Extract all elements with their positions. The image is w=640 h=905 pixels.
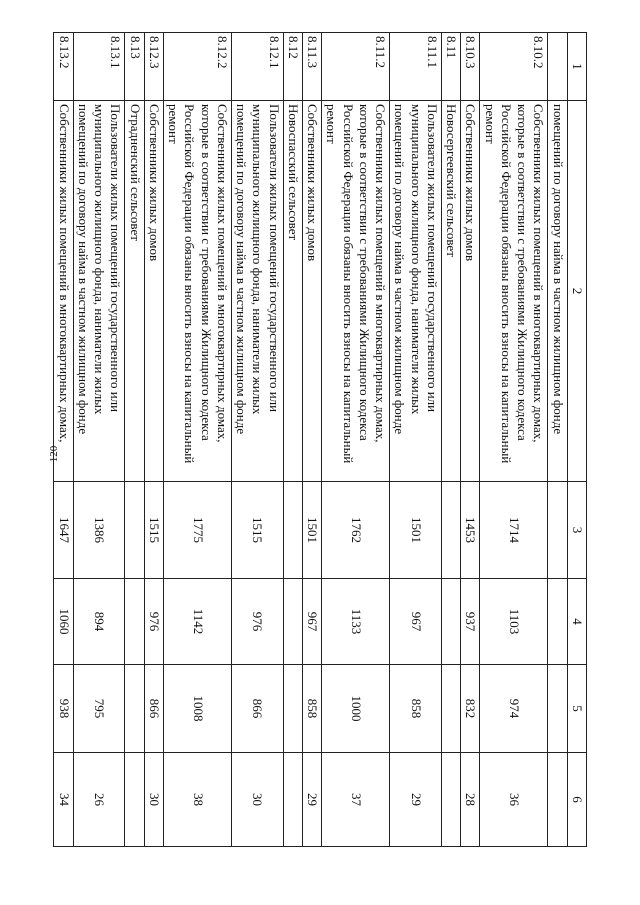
header-col-3: 3 — [567, 482, 586, 579]
row-value-col4 — [442, 579, 461, 665]
row-description: помещений по договору найма в частном жилищном фонде — [548, 101, 567, 482]
row-code: 8.10.2 — [480, 33, 548, 101]
row-code: 8.13.2 — [54, 33, 73, 101]
row-value-col3 — [548, 482, 567, 579]
row-value-col3: 1515 — [232, 482, 284, 579]
row-value-col3: 1714 — [480, 482, 548, 579]
row-value-col6: 26 — [73, 753, 125, 847]
row-value-col4: 1133 — [322, 579, 390, 665]
row-value-col6: 28 — [461, 753, 480, 847]
row-value-col5 — [442, 665, 461, 753]
tariff-table — [54, 32, 588, 847]
row-value-col5: 866 — [144, 665, 163, 753]
table-row — [303, 33, 322, 847]
row-description: Собственники жилых помещений в многоквартирных домах, которые в соответствии с требованиями Жилищного кодекса Российской Федерации обязаны вносить взносы на капитальный ремонт — [322, 101, 390, 482]
row-code: 8.13.1 — [73, 33, 125, 101]
table-row — [322, 33, 390, 847]
row-code: 8.11 — [442, 33, 461, 101]
row-value-col4 — [548, 579, 567, 665]
row-code: 8.11.2 — [322, 33, 390, 101]
row-code — [548, 33, 567, 101]
row-value-col6: 36 — [480, 753, 548, 847]
table-row — [390, 33, 442, 847]
header-col-1: 1 — [567, 33, 586, 101]
row-description: Отрадненский сельсовет — [125, 101, 144, 482]
table-row — [164, 33, 232, 847]
row-value-col5: 858 — [390, 665, 442, 753]
row-code: 8.11.1 — [390, 33, 442, 101]
row-value-col3 — [125, 482, 144, 579]
row-value-col3: 1762 — [322, 482, 390, 579]
row-value-col3: 1453 — [461, 482, 480, 579]
row-description: Собственники жилых домов — [303, 101, 322, 482]
row-description: Собственники жилых помещений в многоквартирных домах, которые в соответствии с требованиями Жилищного кодекса Российской Федерации обязаны вносить взносы на капитальный ремонт — [164, 101, 232, 482]
table-row — [125, 33, 144, 847]
row-value-col5 — [125, 665, 144, 753]
row-value-col5: 1008 — [164, 665, 232, 753]
row-value-col5: 858 — [303, 665, 322, 753]
row-value-col5: 795 — [73, 665, 125, 753]
row-description: Пользователи жилых помещений государственного или муниципального жилищного фонда, наниматели жилых помещений по договору найма в частном жилищном фонде — [390, 101, 442, 482]
row-value-col4: 937 — [461, 579, 480, 665]
row-value-col5: 1000 — [322, 665, 390, 753]
row-value-col4 — [283, 579, 302, 665]
row-value-col6: 38 — [164, 753, 232, 847]
row-code: 8.12.3 — [144, 33, 163, 101]
header-col-5: 5 — [567, 665, 586, 753]
row-value-col3: 1386 — [73, 482, 125, 579]
row-value-col3: 1775 — [164, 482, 232, 579]
header-row — [567, 33, 586, 847]
row-value-col5: 866 — [232, 665, 284, 753]
row-value-col5: 938 — [54, 665, 73, 753]
row-value-col5 — [548, 665, 567, 753]
row-value-col6 — [548, 753, 567, 847]
table-row — [73, 33, 125, 847]
table-row — [144, 33, 163, 847]
row-code: 8.12 — [283, 33, 302, 101]
row-value-col5 — [283, 665, 302, 753]
row-value-col4: 967 — [390, 579, 442, 665]
row-value-col6 — [283, 753, 302, 847]
row-value-col3: 1501 — [303, 482, 322, 579]
row-description: Пользователи жилых помещений государственного или муниципального жилищного фонда, наниматели жилых помещений по договору найма в частном жилищном фонде — [232, 101, 284, 482]
row-code: 8.12.1 — [232, 33, 284, 101]
row-value-col3 — [442, 482, 461, 579]
row-description: Новоспасский сельсовет — [283, 101, 302, 482]
row-value-col6: 30 — [232, 753, 284, 847]
row-code: 8.12.2 — [164, 33, 232, 101]
row-description: Собственники жилых помещений в многоквартирных домах, которые в соответствии с требованиями Жилищного кодекса Российской Федерации обязаны вносить взносы на капитальный ремонт — [480, 101, 548, 482]
row-code: 8.13 — [125, 33, 144, 101]
row-value-col4: 1103 — [480, 579, 548, 665]
row-value-col4: 1142 — [164, 579, 232, 665]
row-value-col4: 1060 — [54, 579, 73, 665]
table-row — [232, 33, 284, 847]
row-value-col6 — [442, 753, 461, 847]
row-value-col3: 1501 — [390, 482, 442, 579]
row-value-col6: 29 — [390, 753, 442, 847]
row-value-col6: 37 — [322, 753, 390, 847]
row-description: Собственники жилых помещений в многоквартирных домах, — [54, 101, 73, 482]
row-value-col5: 832 — [461, 665, 480, 753]
header-col-2: 2 — [567, 101, 586, 482]
row-value-col3 — [283, 482, 302, 579]
row-value-col3: 1515 — [144, 482, 163, 579]
row-value-col6: 29 — [303, 753, 322, 847]
row-code: 8.10.3 — [461, 33, 480, 101]
row-value-col4: 976 — [232, 579, 284, 665]
row-value-col6: 34 — [54, 753, 73, 847]
header-col-6: 6 — [567, 753, 586, 847]
table-row — [283, 33, 302, 847]
table-row — [548, 33, 567, 847]
table-row — [480, 33, 548, 847]
page-number: 120 — [48, 445, 60, 463]
table-row — [442, 33, 461, 847]
row-value-col4 — [125, 579, 144, 665]
table-row — [461, 33, 480, 847]
row-value-col4: 976 — [144, 579, 163, 665]
row-value-col4: 967 — [303, 579, 322, 665]
row-value-col5: 974 — [480, 665, 548, 753]
row-description: Новосергеевский сельсовет — [442, 101, 461, 482]
row-value-col3: 1647 — [54, 482, 73, 579]
row-value-col6 — [125, 753, 144, 847]
rotated-table-wrapper — [56, 32, 587, 846]
row-description: Собственники жилых домов — [144, 101, 163, 482]
row-value-col4: 894 — [73, 579, 125, 665]
row-value-col6: 30 — [144, 753, 163, 847]
row-description: Пользователи жилых помещений государственного или муниципального жилищного фонда, наниматели жилых помещений по договору найма в частном жилищном фонде — [73, 101, 125, 482]
table-row — [54, 33, 73, 847]
header-col-4: 4 — [567, 579, 586, 665]
row-code: 8.11.3 — [303, 33, 322, 101]
row-description: Собственники жилых домов — [461, 101, 480, 482]
